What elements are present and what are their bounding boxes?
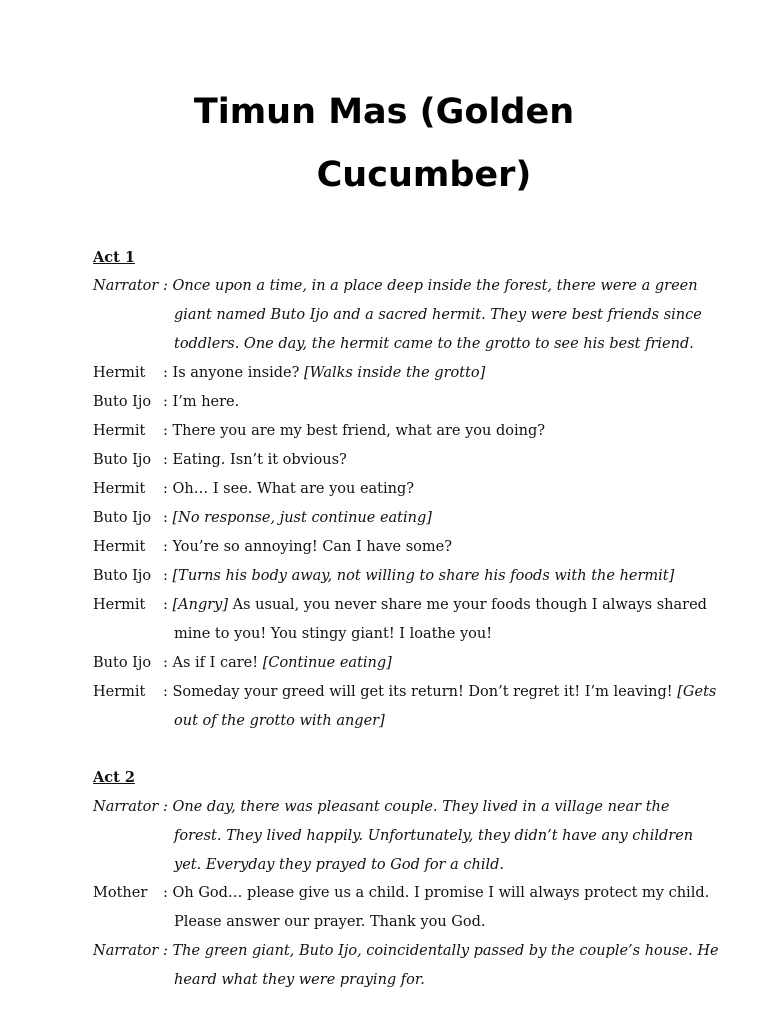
dialogue-line xyxy=(93,678,717,707)
act-2-heading: Act 2 xyxy=(93,769,135,786)
spoken-text: : Someday your greed will get its return! Don’t regret it! I’m leaving! xyxy=(163,684,678,700)
dialogue-text: : You’re so annoying! Can I have some? xyxy=(163,539,452,555)
dialogue-text: : Oh… I see. What are you eating? xyxy=(163,481,415,497)
spoken-text: : xyxy=(163,597,173,613)
dialogue-text: giant named Buto Ijo and a sacred hermit. They were best friends since xyxy=(174,307,702,323)
dialogue-line xyxy=(93,649,693,678)
speaker: Hermit xyxy=(93,597,146,613)
speaker: Buto Ijo xyxy=(93,452,152,468)
dialogue-line xyxy=(93,504,693,533)
dialogue-text xyxy=(163,649,392,678)
dialogue-line xyxy=(93,562,693,591)
speaker: Hermit xyxy=(93,481,146,497)
dialogue-line xyxy=(93,272,698,301)
dialogue-text: mine to you! You stingy giant! I loathe you! xyxy=(174,626,493,642)
dialogue-continuation xyxy=(93,620,693,649)
dialogue-line xyxy=(93,793,693,822)
spoken-text: : As if I care! xyxy=(163,655,263,671)
title-line-2: Cucumber) xyxy=(316,155,532,195)
dialogue-continuation xyxy=(93,822,693,851)
spoken-text: : Is anyone inside? xyxy=(163,365,305,381)
spoken-text: As usual, you never share me your foods though I always shared xyxy=(228,597,707,613)
stage-direction: [Walks inside the grotto] xyxy=(304,365,486,381)
stage-direction: out of the grotto with anger] xyxy=(174,713,385,729)
speaker: Buto Ijo xyxy=(93,394,152,410)
speaker: Buto Ijo xyxy=(93,655,152,671)
dialogue-continuation xyxy=(93,966,693,995)
stage-direction: [No response, just continue eating] xyxy=(172,510,432,526)
speaker: Buto Ijo xyxy=(93,510,152,526)
dialogue-text: : I’m here. xyxy=(163,394,240,410)
act-1-heading: Act 1 xyxy=(93,249,135,266)
dialogue-line xyxy=(93,359,693,388)
dialogue-text xyxy=(163,359,485,388)
speaker: Hermit xyxy=(93,539,146,555)
speaker: Buto Ijo xyxy=(93,568,152,584)
title-line-1: Timun Mas (Golden xyxy=(193,92,575,132)
dialogue-continuation xyxy=(93,851,693,880)
dialogue-text: yet. Everyday they prayed to God for a child. xyxy=(174,857,504,873)
dialogue-text: : There you are my best friend, what are you doing? xyxy=(163,423,545,439)
dialogue-line xyxy=(93,446,693,475)
dialogue-line xyxy=(93,388,693,417)
stage-direction: [Angry] xyxy=(172,597,229,613)
dialogue-continuation xyxy=(93,707,693,736)
dialogue-text xyxy=(163,678,716,707)
dialogue-continuation xyxy=(93,330,693,359)
spoken-text: : xyxy=(163,568,173,584)
stage-direction: [Continue eating] xyxy=(262,655,392,671)
dialogue-text xyxy=(163,562,674,591)
dialogue-text: toddlers. One day, the hermit came to the grotto to see his best friend. xyxy=(174,336,694,352)
dialogue-text: : Once upon a time, in a place deep inside the forest, there were a green xyxy=(163,278,698,294)
dialogue-text xyxy=(163,591,707,620)
dialogue-text: : The green giant, Buto Ijo, coincidentally passed by the couple’s house. He xyxy=(163,943,719,959)
speaker: Hermit xyxy=(93,684,146,700)
dialogue-line xyxy=(93,533,693,562)
dialogue-line xyxy=(93,937,719,966)
stage-direction: [Gets xyxy=(677,684,717,700)
dialogue-text: Please answer our prayer. Thank you God. xyxy=(174,914,486,930)
spoken-text: : xyxy=(163,510,173,526)
dialogue-line xyxy=(93,591,707,620)
speaker: Hermit xyxy=(93,423,146,439)
dialogue-continuation xyxy=(93,301,702,330)
dialogue-text: heard what they were praying for. xyxy=(174,972,425,988)
speaker: Hermit xyxy=(93,365,146,381)
speaker: Narrator xyxy=(93,799,159,815)
dialogue-text xyxy=(163,504,432,533)
speaker: Narrator xyxy=(93,943,159,959)
dialogue-line xyxy=(93,879,710,908)
dialogue-text: : Eating. Isn’t it obvious? xyxy=(163,452,347,468)
dialogue-continuation xyxy=(93,908,693,937)
dialogue-text: : One day, there was pleasant couple. They lived in a village near the xyxy=(163,799,670,815)
dialogue-text: : Oh God… please give us a child. I promise I will always protect my child. xyxy=(163,885,710,901)
speaker: Narrator xyxy=(93,278,159,294)
stage-direction: [Turns his body away, not willing to share his foods with the hermit] xyxy=(172,568,675,584)
speaker: Mother xyxy=(93,885,148,901)
dialogue-line xyxy=(93,475,693,504)
dialogue-line xyxy=(93,417,693,446)
dialogue-text: forest. They lived happily. Unfortunately, they didn’t have any children xyxy=(174,828,694,844)
